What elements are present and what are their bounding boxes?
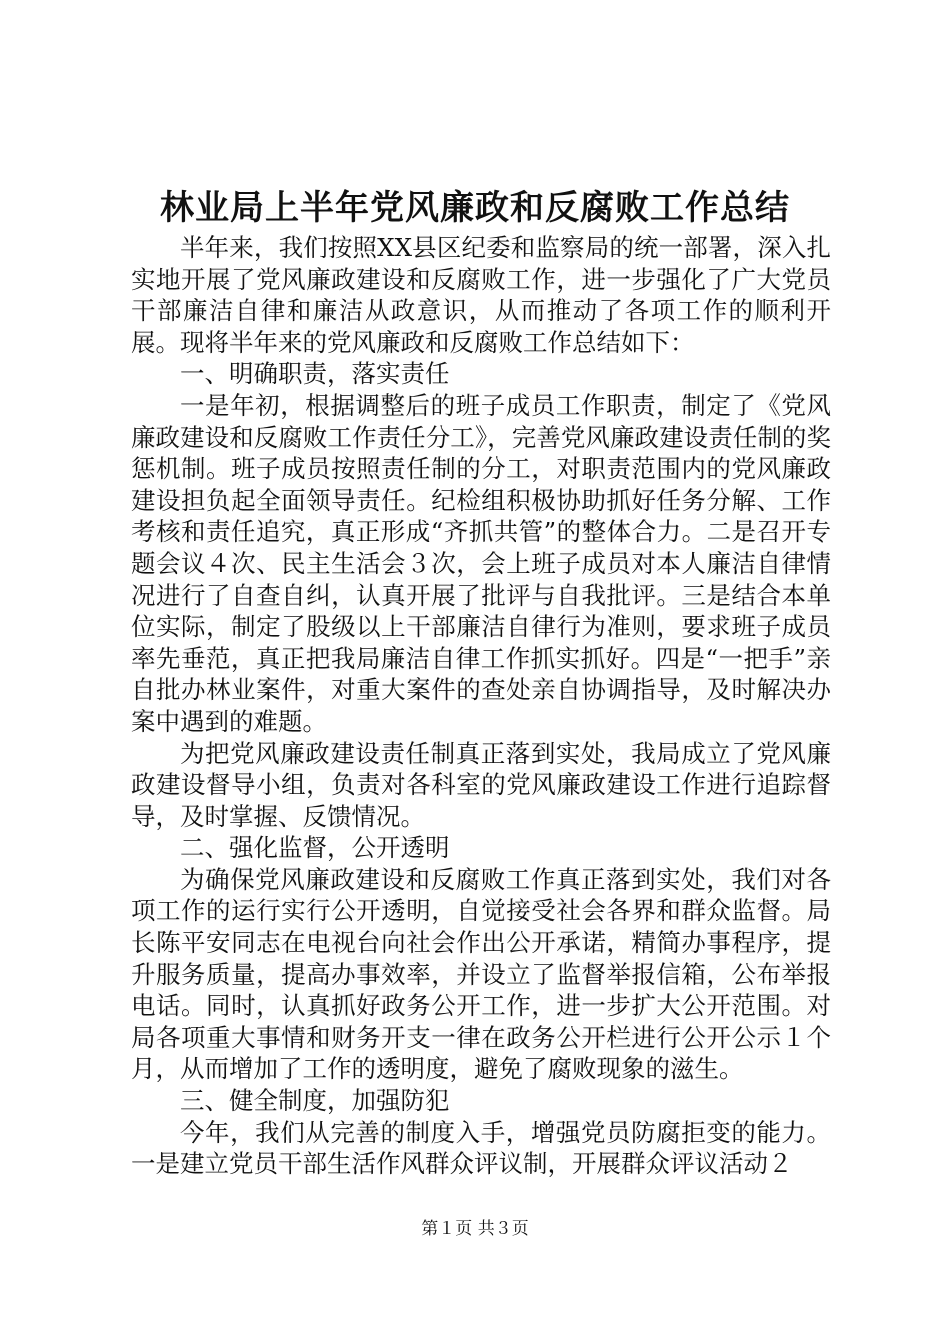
paragraph-section-1-b: 为把党风廉政建设责任制真正落到实处，我局成立了党风廉政建设督导小组，负责对各科室的党风廉政建设工作进行追踪督导，及时掌握、反馈情况。 — [131, 738, 831, 831]
paragraph-intro: 半年来，我们按照XX县区纪委和监察局的统一部署，深入扎实地开展了党风廉政建设和反腐败工作，进一步强化了广大党员干部廉洁自律和廉洁从政意识，从而推动了各项工作的顺利开展。现将半年来的党风廉政和反腐败工作总结如下： — [131, 233, 831, 357]
document-title: 林业局上半年党风廉政和反腐败工作总结 — [160, 188, 790, 228]
paragraph-section-1-a: 一是年初，根据调整后的班子成员工作职责，制定了《党风廉政建设和反腐败工作责任分工》，完善党风廉政建设责任制的奖惩机制。班子成员按照责任制的分工，对职责范围内的党风廉政建设担负起全面领导责任。纪检组积极协助抓好任务分解、工作考核和责任追究，真正形成“齐抓共管”的整体合力。二是召开专题会议４次、民主生活会３次，会上班子成员对本人廉洁自律情况进行了自查自纠，认真开展了批评与自我批评。三是结合本单位实际，制定了股级以上干部廉洁自律行为准则，要求班子成员率先垂范，真正把我局廉洁自律工作抓实抓好。四是“一把手”亲自批办林业案件，对重大案件的查处亲自协调指导，及时解决办案中遇到的难题。 — [131, 390, 831, 736]
paragraph-section-2: 为确保党风廉政建设和反腐败工作真正落到实处，我们对各项工作的运行实行公开透明，自觉接受社会各界和群众监督。局长陈平安同志在电视台向社会作出公开承诺，精简办事程序，提升服务质量，提高办事效率，并设立了监督举报信箱，公布举报电话。同时，认真抓好政务公开工作，进一步扩大公开范围。对局各项重大事情和财务开支一律在政务公开栏进行公开公示１个月，从而增加了工作的透明度，避免了腐败现象的滋生。 — [131, 864, 831, 1084]
section-heading-1: 一、明确职责，落实责任 — [180, 359, 450, 389]
section-heading-3: 三、健全制度，加强防犯 — [180, 1086, 450, 1116]
paragraph-section-3: 今年，我们从完善的制度入手，增强党员防腐拒变的能力。一是建立党员干部生活作风群众评议制，开展群众评议活动２ — [131, 1117, 831, 1179]
document-body — [131, 232, 831, 1180]
section-heading-2: 二、强化监督，公开透明 — [180, 833, 450, 863]
page-footer: 第１页 共３页 — [421, 1219, 529, 1239]
